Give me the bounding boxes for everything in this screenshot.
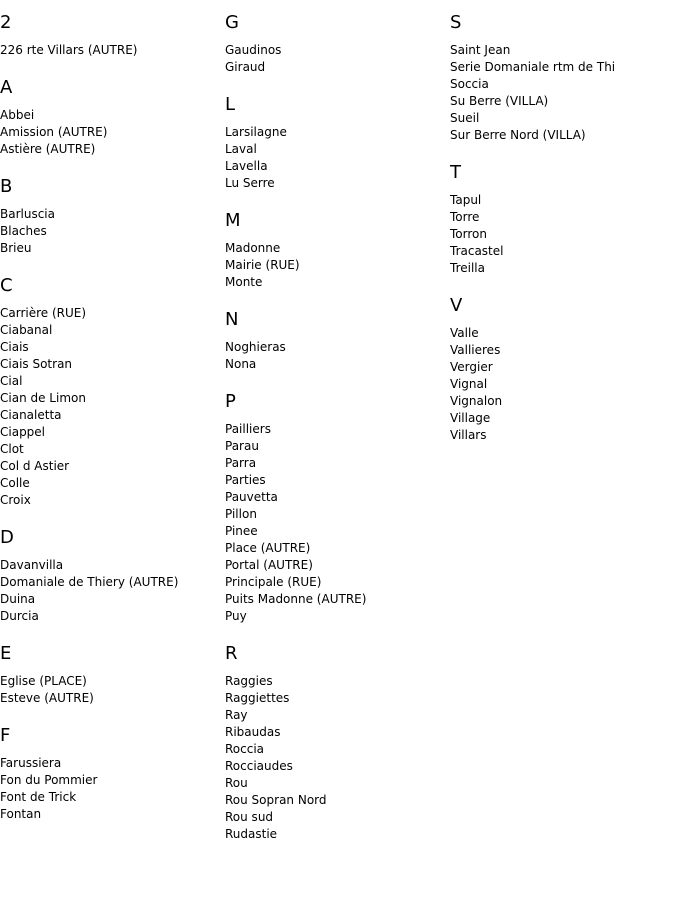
street-link[interactable]: Cianaletta bbox=[0, 408, 62, 422]
street-link[interactable]: Villars bbox=[450, 428, 487, 442]
street-link[interactable]: Rudastie bbox=[225, 827, 278, 841]
street-link[interactable]: Eglise (PLACE) bbox=[0, 674, 87, 688]
street-link[interactable]: Larsilagne bbox=[225, 125, 287, 139]
letter-heading: L bbox=[225, 94, 236, 115]
street-link[interactable]: Raggies bbox=[225, 674, 273, 688]
letter-group bbox=[225, 391, 445, 625]
street-link[interactable]: Farussiera bbox=[0, 756, 62, 770]
index-column bbox=[0, 12, 220, 841]
street-link[interactable]: Saint Jean bbox=[450, 43, 511, 57]
street-link[interactable]: Cial bbox=[0, 374, 23, 388]
street-list bbox=[225, 124, 445, 192]
street-link[interactable]: Ciais bbox=[0, 340, 29, 354]
street-link[interactable]: Clot bbox=[0, 442, 24, 456]
street-link[interactable]: Torron bbox=[450, 227, 487, 241]
street-link[interactable]: Fontan bbox=[0, 807, 42, 821]
street-link[interactable]: Village bbox=[450, 411, 491, 425]
street-link[interactable]: Blaches bbox=[0, 224, 47, 238]
street-link[interactable]: Abbei bbox=[0, 108, 35, 122]
street-link[interactable]: Pailliers bbox=[225, 422, 271, 436]
letter-heading: T bbox=[450, 162, 461, 183]
street-link[interactable]: Carrière (RUE) bbox=[0, 306, 87, 320]
street-link[interactable]: Amission (AUTRE) bbox=[0, 125, 108, 139]
street-link[interactable]: 226 rte Villars (AUTRE) bbox=[0, 43, 138, 57]
street-link[interactable]: Brieu bbox=[0, 241, 32, 255]
street-link[interactable]: Parau bbox=[225, 439, 259, 453]
street-link[interactable]: Parra bbox=[225, 456, 257, 470]
letter-heading: R bbox=[225, 643, 238, 664]
street-link[interactable]: Durcia bbox=[0, 609, 39, 623]
street-list bbox=[225, 673, 445, 843]
street-list bbox=[225, 421, 445, 625]
street-link[interactable]: Esteve (AUTRE) bbox=[0, 691, 94, 705]
street-link[interactable]: Duina bbox=[0, 592, 36, 606]
letter-group bbox=[450, 12, 670, 144]
letter-heading: G bbox=[225, 12, 239, 33]
street-link[interactable]: Domaniale de Thiery (AUTRE) bbox=[0, 575, 179, 589]
street-link[interactable]: Ciabanal bbox=[0, 323, 53, 337]
street-link[interactable]: Rou bbox=[225, 776, 248, 790]
street-link[interactable]: Pauvetta bbox=[225, 490, 278, 504]
letter-heading: S bbox=[450, 12, 462, 33]
letter-heading: 2 bbox=[0, 12, 12, 33]
street-link[interactable]: Valle bbox=[450, 326, 479, 340]
street-link[interactable]: Fon du Pommier bbox=[0, 773, 98, 787]
street-link[interactable]: Gaudinos bbox=[225, 43, 282, 57]
street-link[interactable]: Pinee bbox=[225, 524, 258, 538]
street-link[interactable]: Serie Domaniale rtm de Thi bbox=[450, 60, 616, 74]
letter-heading: E bbox=[0, 643, 12, 664]
letter-heading: P bbox=[225, 391, 236, 412]
street-link[interactable]: Rou sud bbox=[225, 810, 274, 824]
street-link[interactable]: Rou Sopran Nord bbox=[225, 793, 327, 807]
street-link[interactable]: Sur Berre Nord (VILLA) bbox=[450, 128, 586, 142]
street-list bbox=[450, 42, 670, 144]
street-list bbox=[0, 42, 220, 59]
letter-group bbox=[225, 309, 445, 373]
letter-group bbox=[0, 275, 220, 509]
letter-group bbox=[0, 176, 220, 257]
street-link[interactable]: Parties bbox=[225, 473, 266, 487]
street-link[interactable]: Colle bbox=[0, 476, 30, 490]
street-link[interactable]: Su Berre (VILLA) bbox=[450, 94, 549, 108]
letter-heading: N bbox=[225, 309, 239, 330]
street-list bbox=[225, 240, 445, 291]
index-column bbox=[225, 12, 445, 861]
street-link[interactable]: Davanvilla bbox=[0, 558, 64, 572]
street-link[interactable]: Font de Trick bbox=[0, 790, 77, 804]
street-link[interactable]: Tapul bbox=[450, 193, 482, 207]
street-link[interactable]: Nona bbox=[225, 357, 257, 371]
street-list bbox=[225, 339, 445, 373]
letter-group bbox=[0, 527, 220, 625]
letter-group bbox=[0, 77, 220, 158]
street-link[interactable]: Croix bbox=[0, 493, 31, 507]
street-link[interactable]: Cian de Limon bbox=[0, 391, 86, 405]
street-link[interactable]: Vergier bbox=[450, 360, 493, 374]
street-list bbox=[0, 305, 220, 509]
street-list bbox=[0, 206, 220, 257]
letter-group bbox=[450, 295, 670, 444]
letter-group bbox=[225, 94, 445, 192]
street-link[interactable]: Vignalon bbox=[450, 394, 503, 408]
street-link[interactable]: Roccia bbox=[225, 742, 265, 756]
letter-heading: B bbox=[0, 176, 13, 197]
street-link[interactable]: Ciais Sotran bbox=[0, 357, 73, 371]
street-link[interactable]: Vallieres bbox=[450, 343, 501, 357]
street-list bbox=[0, 557, 220, 625]
letter-group bbox=[0, 643, 220, 707]
street-link[interactable]: Mairie (RUE) bbox=[225, 258, 300, 272]
street-link[interactable]: Torre bbox=[450, 210, 480, 224]
street-list bbox=[450, 192, 670, 277]
street-link[interactable]: Col d Astier bbox=[0, 459, 70, 473]
street-link[interactable]: Place (AUTRE) bbox=[225, 541, 311, 555]
street-list bbox=[0, 107, 220, 158]
street-link[interactable]: Laval bbox=[225, 142, 257, 156]
letter-group bbox=[0, 12, 220, 59]
street-link[interactable]: Vignal bbox=[450, 377, 488, 391]
street-link[interactable]: Rocciaudes bbox=[225, 759, 293, 773]
street-link[interactable]: Madonne bbox=[225, 241, 281, 255]
letter-heading: A bbox=[0, 77, 13, 98]
street-link[interactable]: Pillon bbox=[225, 507, 257, 521]
street-link[interactable]: Lavella bbox=[225, 159, 268, 173]
letter-group bbox=[225, 12, 445, 76]
street-list bbox=[450, 325, 670, 444]
street-link[interactable]: Barluscia bbox=[0, 207, 55, 221]
street-link[interactable]: Raggiettes bbox=[225, 691, 290, 705]
letter-group bbox=[225, 210, 445, 291]
street-link[interactable]: Tracastel bbox=[450, 244, 504, 258]
street-link[interactable]: Ribaudas bbox=[225, 725, 281, 739]
street-link[interactable]: Ray bbox=[225, 708, 248, 722]
letter-group bbox=[0, 725, 220, 823]
letter-heading: V bbox=[450, 295, 463, 316]
street-link[interactable]: Puy bbox=[225, 609, 247, 623]
street-link[interactable]: Puits Madonne (AUTRE) bbox=[225, 592, 367, 606]
street-list bbox=[0, 755, 220, 823]
street-link[interactable]: Giraud bbox=[225, 60, 266, 74]
index-column bbox=[450, 12, 670, 462]
street-link[interactable]: Astière (AUTRE) bbox=[0, 142, 96, 156]
letter-heading: D bbox=[0, 527, 14, 548]
street-link[interactable]: Monte bbox=[225, 275, 263, 289]
street-link[interactable]: Sueil bbox=[450, 111, 480, 125]
street-link[interactable]: Treilla bbox=[450, 261, 485, 275]
street-link[interactable]: Lu Serre bbox=[225, 176, 275, 190]
street-list bbox=[0, 673, 220, 707]
street-link[interactable]: Portal (AUTRE) bbox=[225, 558, 313, 572]
letter-heading: F bbox=[0, 725, 11, 746]
letter-group bbox=[225, 643, 445, 843]
street-list bbox=[225, 42, 445, 76]
street-link[interactable]: Ciappel bbox=[0, 425, 46, 439]
street-link[interactable]: Principale (RUE) bbox=[225, 575, 322, 589]
letter-heading: M bbox=[225, 210, 241, 231]
letter-heading: C bbox=[0, 275, 13, 296]
letter-group bbox=[450, 162, 670, 277]
street-link[interactable]: Soccia bbox=[450, 77, 489, 91]
street-link[interactable]: Noghieras bbox=[225, 340, 286, 354]
